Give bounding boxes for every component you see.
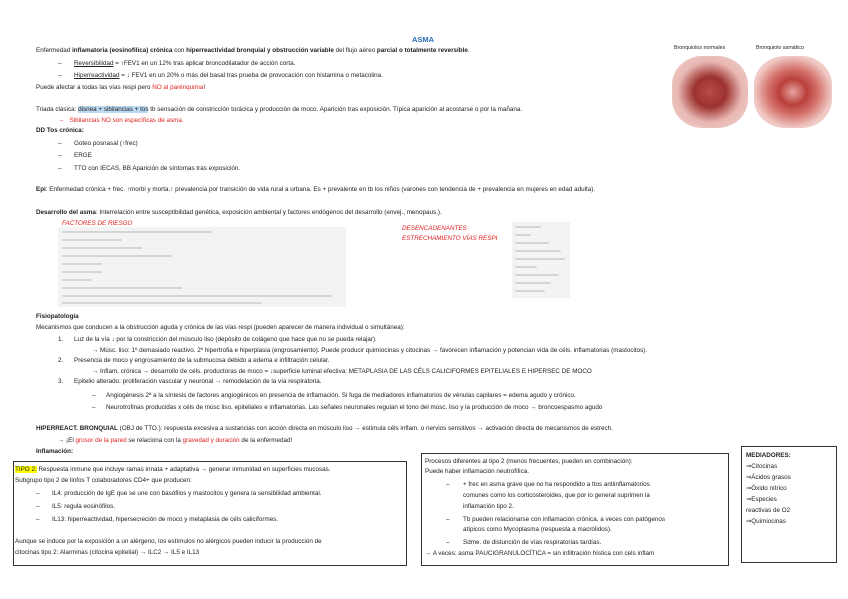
page-title: ASMA — [412, 35, 435, 44]
reversibilidad-line: Reversibilidad = ↑FEV1 en un 12% tras aplicar broncodilatador de acción corta. — [74, 60, 296, 67]
list-number: 1. — [58, 336, 64, 343]
desencadenantes-image — [512, 222, 570, 298]
bullet-dash: – — [446, 481, 450, 488]
bullet-dash: – — [58, 140, 62, 147]
dd-title: DD Tos crónica: — [36, 127, 84, 134]
afectar-line: Puede afectar a todas las vías respi pero NO al parénquima! — [36, 84, 206, 91]
fisio-item-3: Epitelio alterado: proliferación vascular y neuronal → remodelación de la vía respiratoria. — [74, 378, 322, 385]
list-number: 2. — [58, 357, 64, 364]
mediadores-item: reactivas de O2 — [746, 507, 791, 514]
tipo2-foot1: Aunque se induce por la exposición a un alérgeno, los estímulos no alérgicos pueden inducir la producción de — [15, 538, 322, 545]
normal-bronchiole-image — [672, 56, 748, 128]
tipo2-foot2: citocinas tipo 2: Alarminas (citocina epitelial) → ILC2 → IL5 e IL13 — [15, 549, 200, 556]
mediadores-item: ⇒Quimiocinas — [746, 518, 786, 525]
hiperreactividad-line: Hiperreactividad = ↓ FEV1 en un 20% o más del basal tras prueba de provocación con histamina o metacolina. — [74, 72, 383, 79]
dd-item: ERGE — [74, 152, 92, 159]
arrow-right-icon: → — [58, 117, 65, 124]
fisio-item-3b: Neurotrofinas producidas x céls de músc liso, epiteliales e inflamatorias. Las señales neuronales regulan el tono del músc. liso y la producción de moco → broncoespasmo agudo — [106, 404, 603, 411]
bronquiolos-normales-label: Bronquiolos normales — [674, 45, 726, 51]
bullet-dash: – — [92, 392, 96, 399]
tipo2-item: IL5: regula eosinófilos. — [52, 503, 116, 510]
factores-riesgo-image — [58, 227, 346, 307]
fisio-item-2a: → Inflam. crónica → desarrollo de céls. productoras de moco = ↓superficie luminal efectiva: METAPLASIA DE LAS CÉLS CALICIFORMES EPITELIALES E HIPERSEC DE MOCO — [92, 368, 592, 375]
bullet-dash: – — [36, 503, 40, 510]
epi-line: Epi: Enfermedad crónica + frec. ↑morbi y morta.↑ prevalencia por transición de vida rural a urbana. Es + prevalente en tb los niños (varones con tendencia de + prevalencia en mujeres en edad adulta). — [36, 186, 596, 193]
mediadores-item: ⇒Citocinas — [746, 463, 778, 470]
procesos-item: + frec en asma grave que no ha respondido a ttos antiinflamatorios — [463, 481, 650, 488]
fisio-item-1a: → Músc. liso: 1º demasiado reactivo. 2º hipertrofia e hiperplasia (engrosamiento). Puede producir quimiocinas y citocinas → favorecen inflamación y potencian vida de céls. inflamatorias (mastocitos). — [92, 347, 648, 354]
mediadores-item: ⇒Ácidos grasos — [746, 474, 791, 481]
procesos-line: Puede haber inflamación neutrofílica. — [425, 468, 529, 475]
estrechamiento-label: ESTRECHAMIENTO VÍAS RESPI — [402, 235, 498, 242]
inflamacion-title: Inflamación: — [36, 448, 74, 455]
dd-item: Goteo posnasal (↑frec) — [74, 140, 138, 147]
bullet-dash: – — [36, 490, 40, 497]
desarrollo-line: Desarrollo del asma: Interrelación entre susceptibilidad genética, exposición ambiental y factores endógenos del desarrollo (envej., menopaus.). — [36, 209, 442, 216]
tipo2-sub: Subgrupo tipo 2 de linfos T colaboradores CD4+ que producen: — [15, 477, 192, 484]
procesos-item: Tb pueden relacionarse con inflamación crónica, a veces con patógenos — [463, 516, 665, 523]
bullet-dash: – — [36, 516, 40, 523]
bullet-dash: – — [58, 152, 62, 159]
procesos-line: Procesos diferentes al tipo 2 (menos frecuentes, pueden en combinación): — [425, 458, 633, 465]
bullet-dash: – — [58, 72, 62, 79]
fisio-title: Fisiopatología — [36, 313, 79, 320]
bullet-dash: – — [58, 60, 62, 67]
fisio-item-1: Luz de la vía ↓ por la constricción del músculo liso (depósito de colágeno que hace que no se pueda relajar). — [74, 336, 377, 343]
list-number: 3. — [58, 378, 64, 385]
tipo2-item: IL4: producción de IgE que se une con basófilos y mastocitos y genera la sensibilidad ambiental. — [52, 490, 322, 497]
hiperreact-line: HIPERREACT. BRONQUIAL (OBJ de TTO.): respuesta excesiva a sustancias con acción directa en músculo liso → estimula céls inflam. o nervios sensitivos → activación directa de mecanismos de estrech. — [36, 425, 613, 432]
definition: Enfermedad inflamatoria (eosinofílica) crónica con hiperreactividad bronquial y obstrucción variable del flujo aéreo parcial o totalmente reversible. — [36, 47, 470, 54]
sibilancias-note: → Sibilancias NO son específicas de asma. — [58, 117, 184, 124]
procesos-item: Sdme. de distunción de vías respiratorias tardías. — [463, 539, 602, 546]
dd-item: TTO con IECAS, BB Aparición de síntomas tras exposición. — [74, 165, 241, 172]
procesos-item: comunes como los corticosteroides, que por lo general suprimen la — [463, 492, 650, 499]
factores-riesgo-label: FACTORES DE RIESGO — [62, 220, 133, 227]
bronquiolo-asmatico-label: Bronquiolo asmático — [756, 45, 804, 51]
hiperreact-sub: → ¡El grosor de la pared se relaciona con la gravedad y duración de la enfermedad! — [58, 437, 293, 444]
mediadores-title: MEDIADORES: — [746, 452, 791, 459]
triada-line: Triada clásica: disnea + sibilancias + tos tb sensación de constricción torácica y producción de moco. Aparición tras exposición. Típica aparición al acostarse o por la mañana. — [36, 106, 523, 113]
fisio-item-2: Presencia de moco y engrosamiento de la submucosa debido a edema e infiltración celular. — [74, 357, 330, 364]
asthmatic-bronchiole-image — [754, 56, 832, 128]
tipo2-item: IL13: hiperreactividad, hipersecreción de moco y metaplasia de céls caliciformes. — [52, 516, 279, 523]
tipo2-line: TIPO 2: Respuesta inmune que incluye ramas innata + adaptativa → generar inmunidad en superficies mucosas. — [15, 466, 331, 473]
bullet-dash: – — [446, 516, 450, 523]
mediadores-item: ⇒Especies — [746, 496, 777, 503]
bullet-dash: – — [446, 539, 450, 546]
fisio-intro: Mecanismos que conducen a la obstrucción aguda y crónica de las vías respi (pueden aparecer de manera individual o simultánea): — [36, 324, 405, 331]
desencadenantes-label: DESENCADENANTES — [402, 225, 467, 232]
fisio-item-3a: Angiogénesis 2ª a la síntesis de factores angiogénicos en presencia de inflamación. Si fuga de mediadores inflamatorios de vénulas capilares = edema agudo y crónico. — [106, 392, 576, 399]
procesos-item: atípicos como Mycoplasma (respuesta a macrólidos). — [463, 526, 612, 533]
procesos-foot: → A veces: asma PAUCIGRANULOCÍTICA = sin infiltración hística con cels inflam — [425, 550, 655, 557]
bullet-dash: – — [92, 404, 96, 411]
procesos-item: inflamación tipo 2. — [463, 503, 514, 510]
mediadores-item: ⇒Óxido nítrico — [746, 485, 787, 492]
bullet-dash: – — [58, 165, 62, 172]
bronchiole-illustration — [668, 44, 836, 132]
